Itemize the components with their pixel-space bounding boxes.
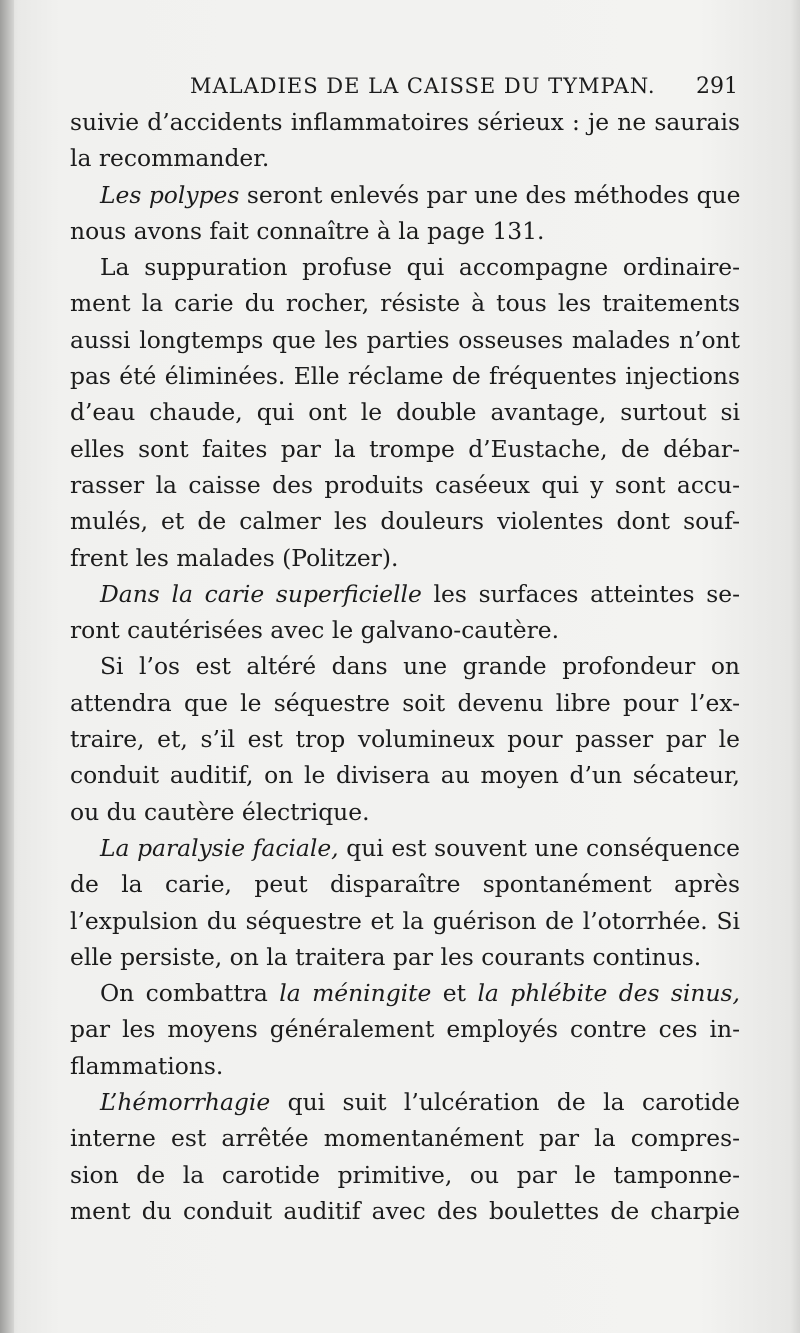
text-segment: qui est souvent une conséquence: [338, 833, 740, 862]
text-segment: flammations.: [70, 1051, 224, 1080]
text-segment: attendra que le séquestre soit devenu libre pour l’ex-: [70, 688, 740, 717]
text-segment: elles sont faites par la trompe d’Eustache, de débar-: [70, 434, 740, 463]
text-segment: La suppuration profuse qui accompagne ordinaire-: [100, 253, 740, 282]
text-line: [70, 140, 740, 176]
text-line: [70, 503, 740, 539]
text-line: [70, 612, 740, 648]
page-header: [72, 68, 740, 108]
text-segment: d’eau chaude, qui ont le double avantage, surtout si: [70, 398, 740, 427]
text-line: [70, 394, 740, 430]
text-line: [70, 249, 740, 285]
italic-text: la phlébite des sinus,: [477, 979, 740, 1008]
text-line: [70, 685, 740, 721]
text-segment: pas été éliminées. Elle réclame de fréquentes injections: [70, 362, 740, 391]
text-line: [70, 1011, 740, 1047]
text-segment: elle persiste, on la traitera par les courants continus.: [70, 942, 702, 971]
text-line: [70, 830, 740, 866]
italic-text: La paralysie faciale,: [100, 833, 339, 862]
text-line: [70, 757, 740, 793]
text-line: [70, 285, 740, 321]
text-line: [70, 1193, 740, 1229]
text-segment: et: [431, 979, 478, 1008]
text-segment: la recommander.: [70, 144, 270, 173]
text-segment: suivie d’accidents inflammatoires sérieux : je ne saurais: [70, 108, 740, 136]
text-segment: de la carie, peut disparaître spontanément après: [70, 870, 740, 899]
text-segment: traire, et, s’il est trop volumineux pour passer par le: [70, 725, 740, 754]
text-line: [70, 431, 740, 467]
text-segment: qui suit l’ulcération de la carotide: [270, 1088, 740, 1117]
text-segment: interne est arrêtée momentanément par la compres-: [70, 1124, 740, 1153]
text-segment: nous avons fait connaître à la page 131.: [70, 216, 545, 245]
text-line: [70, 975, 740, 1011]
text-line: [70, 104, 740, 140]
text-segment: l’expulsion du séquestre et la guérison de l’otorrhée. Si: [70, 906, 740, 935]
text-line: [70, 1084, 740, 1120]
text-segment: frent les malades (Politzer).: [70, 543, 399, 572]
text-segment: Si l’os est altéré dans une grande profondeur on: [100, 652, 740, 681]
text-segment: seront enlevés par une des méthodes que: [239, 180, 741, 209]
running-head: MALADIES DE LA CAISSE DU TYMPAN.: [190, 74, 656, 98]
page-binding-shadow: [0, 0, 14, 1333]
italic-text: Les polypes: [100, 180, 240, 209]
text-segment: aussi longtemps que les parties osseuses malades n’ont: [70, 325, 740, 354]
text-segment: On combattra: [100, 979, 280, 1008]
italic-text: la méningite: [279, 979, 432, 1008]
text-segment: conduit auditif, on le divisera au moyen d’un sécateur,: [70, 761, 740, 790]
text-line: [70, 358, 740, 394]
text-segment: ront cautérisées avec le galvano-cautère.: [70, 616, 560, 645]
text-line: [70, 939, 740, 975]
page-number: 291: [696, 74, 738, 99]
text-line: [70, 1157, 740, 1193]
text-line: [70, 322, 740, 358]
text-line: [70, 721, 740, 757]
text-segment: ment la carie du rocher, résiste à tous les traitements: [70, 289, 740, 318]
text-segment: ment du conduit auditif avec des boulettes de charpie: [70, 1196, 740, 1225]
text-segment: mulés, et de calmer les douleurs violentes dont souf-: [70, 507, 740, 536]
text-segment: rasser la caisse des produits caséeux qui y sont accu-: [70, 470, 740, 499]
text-line: [70, 540, 740, 576]
text-line: [70, 213, 740, 249]
text-line: [70, 177, 740, 213]
text-line: [70, 1120, 740, 1156]
text-segment: par les moyens généralement employés contre ces in-: [70, 1015, 740, 1044]
text-line: [70, 648, 740, 684]
text-segment: sion de la carotide primitive, ou par le tamponne-: [70, 1160, 740, 1189]
text-segment: ou du cautère électrique.: [70, 797, 370, 826]
italic-text: Dans la carie superficielle: [100, 579, 422, 608]
body-text: [70, 104, 740, 1229]
text-line: [70, 903, 740, 939]
text-line: [70, 794, 740, 830]
text-segment: les surfaces atteintes se-: [421, 579, 740, 608]
text-line: [70, 576, 740, 612]
text-line: [70, 467, 740, 503]
text-line: [70, 866, 740, 902]
italic-text: L’hémorrhagie: [100, 1088, 271, 1117]
text-line: [70, 1048, 740, 1084]
